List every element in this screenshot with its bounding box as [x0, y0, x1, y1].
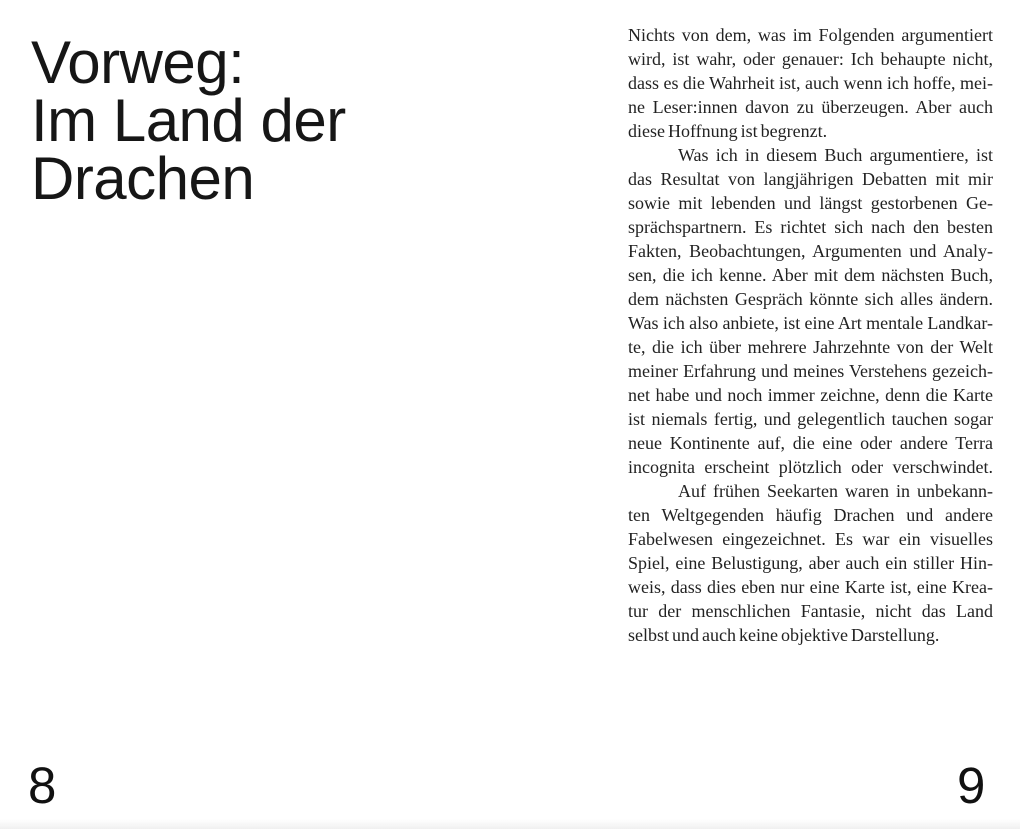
body-text-line: Fabelwesen eingezeichnet. Es war ein visuelles	[628, 529, 993, 549]
body-text-line: tur der menschlichen Fantasie, nicht das Land	[628, 601, 993, 621]
body-text-line: sprächspartnern. Es richtet sich nach den besten	[628, 217, 993, 237]
body-text-line: Was ich in diesem Buch argumentiere, ist	[678, 145, 993, 165]
body-text-line: diese Hoffnung ist begrenzt.	[628, 121, 828, 141]
body-text-column	[628, 23, 993, 647]
body-text-line: Auf frühen Seekarten waren in unbekann-	[678, 481, 993, 501]
body-text-line: dem nächsten Gespräch könnte sich alles ändern.	[628, 289, 993, 309]
body-text-line: meiner Erfahrung und meines Verstehens gezeich-	[628, 361, 993, 381]
page-number-right: 9	[957, 757, 986, 814]
body-text-line: incognita erscheint plötzlich oder verschwindet.	[628, 457, 993, 477]
body-text-line: neue Kontinente auf, die eine oder andere Terra	[628, 433, 993, 453]
body-text-line: sowie mit lebenden und längst gestorbenen Ge-	[628, 193, 993, 213]
body-text-line: Was ich also anbiete, ist eine Art mentale Landkar-	[628, 313, 993, 333]
chapter-title-line: Drachen	[31, 145, 255, 212]
body-text-line: sen, die ich kenne. Aber mit dem nächsten Buch,	[628, 265, 993, 285]
chapter-title	[31, 29, 346, 212]
body-text-line: Fakten, Beobachtungen, Argumenten und Analy-	[628, 241, 993, 261]
body-text-line: ne Leser:innen davon zu überzeugen. Aber auch	[628, 97, 993, 117]
body-text-line: wird, ist wahr, oder genauer: Ich behaupte nicht,	[628, 49, 993, 69]
body-text-line: te, die ich über mehrere Jahrzehnte von der Welt	[628, 337, 993, 357]
body-text-line: Nichts von dem, was im Folgenden argumentiert	[628, 25, 993, 45]
body-text-line: selbst und auch keine objektive Darstellung.	[628, 625, 940, 645]
chapter-title-line: Im Land der	[31, 87, 346, 154]
body-text-line: das Resultat von langjährigen Debatten mit mir	[628, 169, 993, 189]
page-bottom-shadow	[0, 819, 1020, 829]
page-number-left: 8	[28, 757, 57, 814]
body-text-line: ten Weltgegenden häufig Drachen und andere	[628, 505, 993, 525]
body-text-line: dass es die Wahrheit ist, auch wenn ich hoffe, mei-	[628, 73, 993, 93]
body-text-line: net habe und noch immer zeichne, denn die Karte	[628, 385, 993, 405]
body-text-line: weis, dass dies eben nur eine Karte ist, eine Krea-	[628, 577, 993, 597]
body-text-line: ist niemals fertig, und gelegentlich tauchen sogar	[628, 409, 993, 429]
chapter-title-line: Vorweg:	[31, 29, 245, 96]
body-text-line: Spiel, eine Belustigung, aber auch ein stiller Hin-	[628, 553, 993, 573]
